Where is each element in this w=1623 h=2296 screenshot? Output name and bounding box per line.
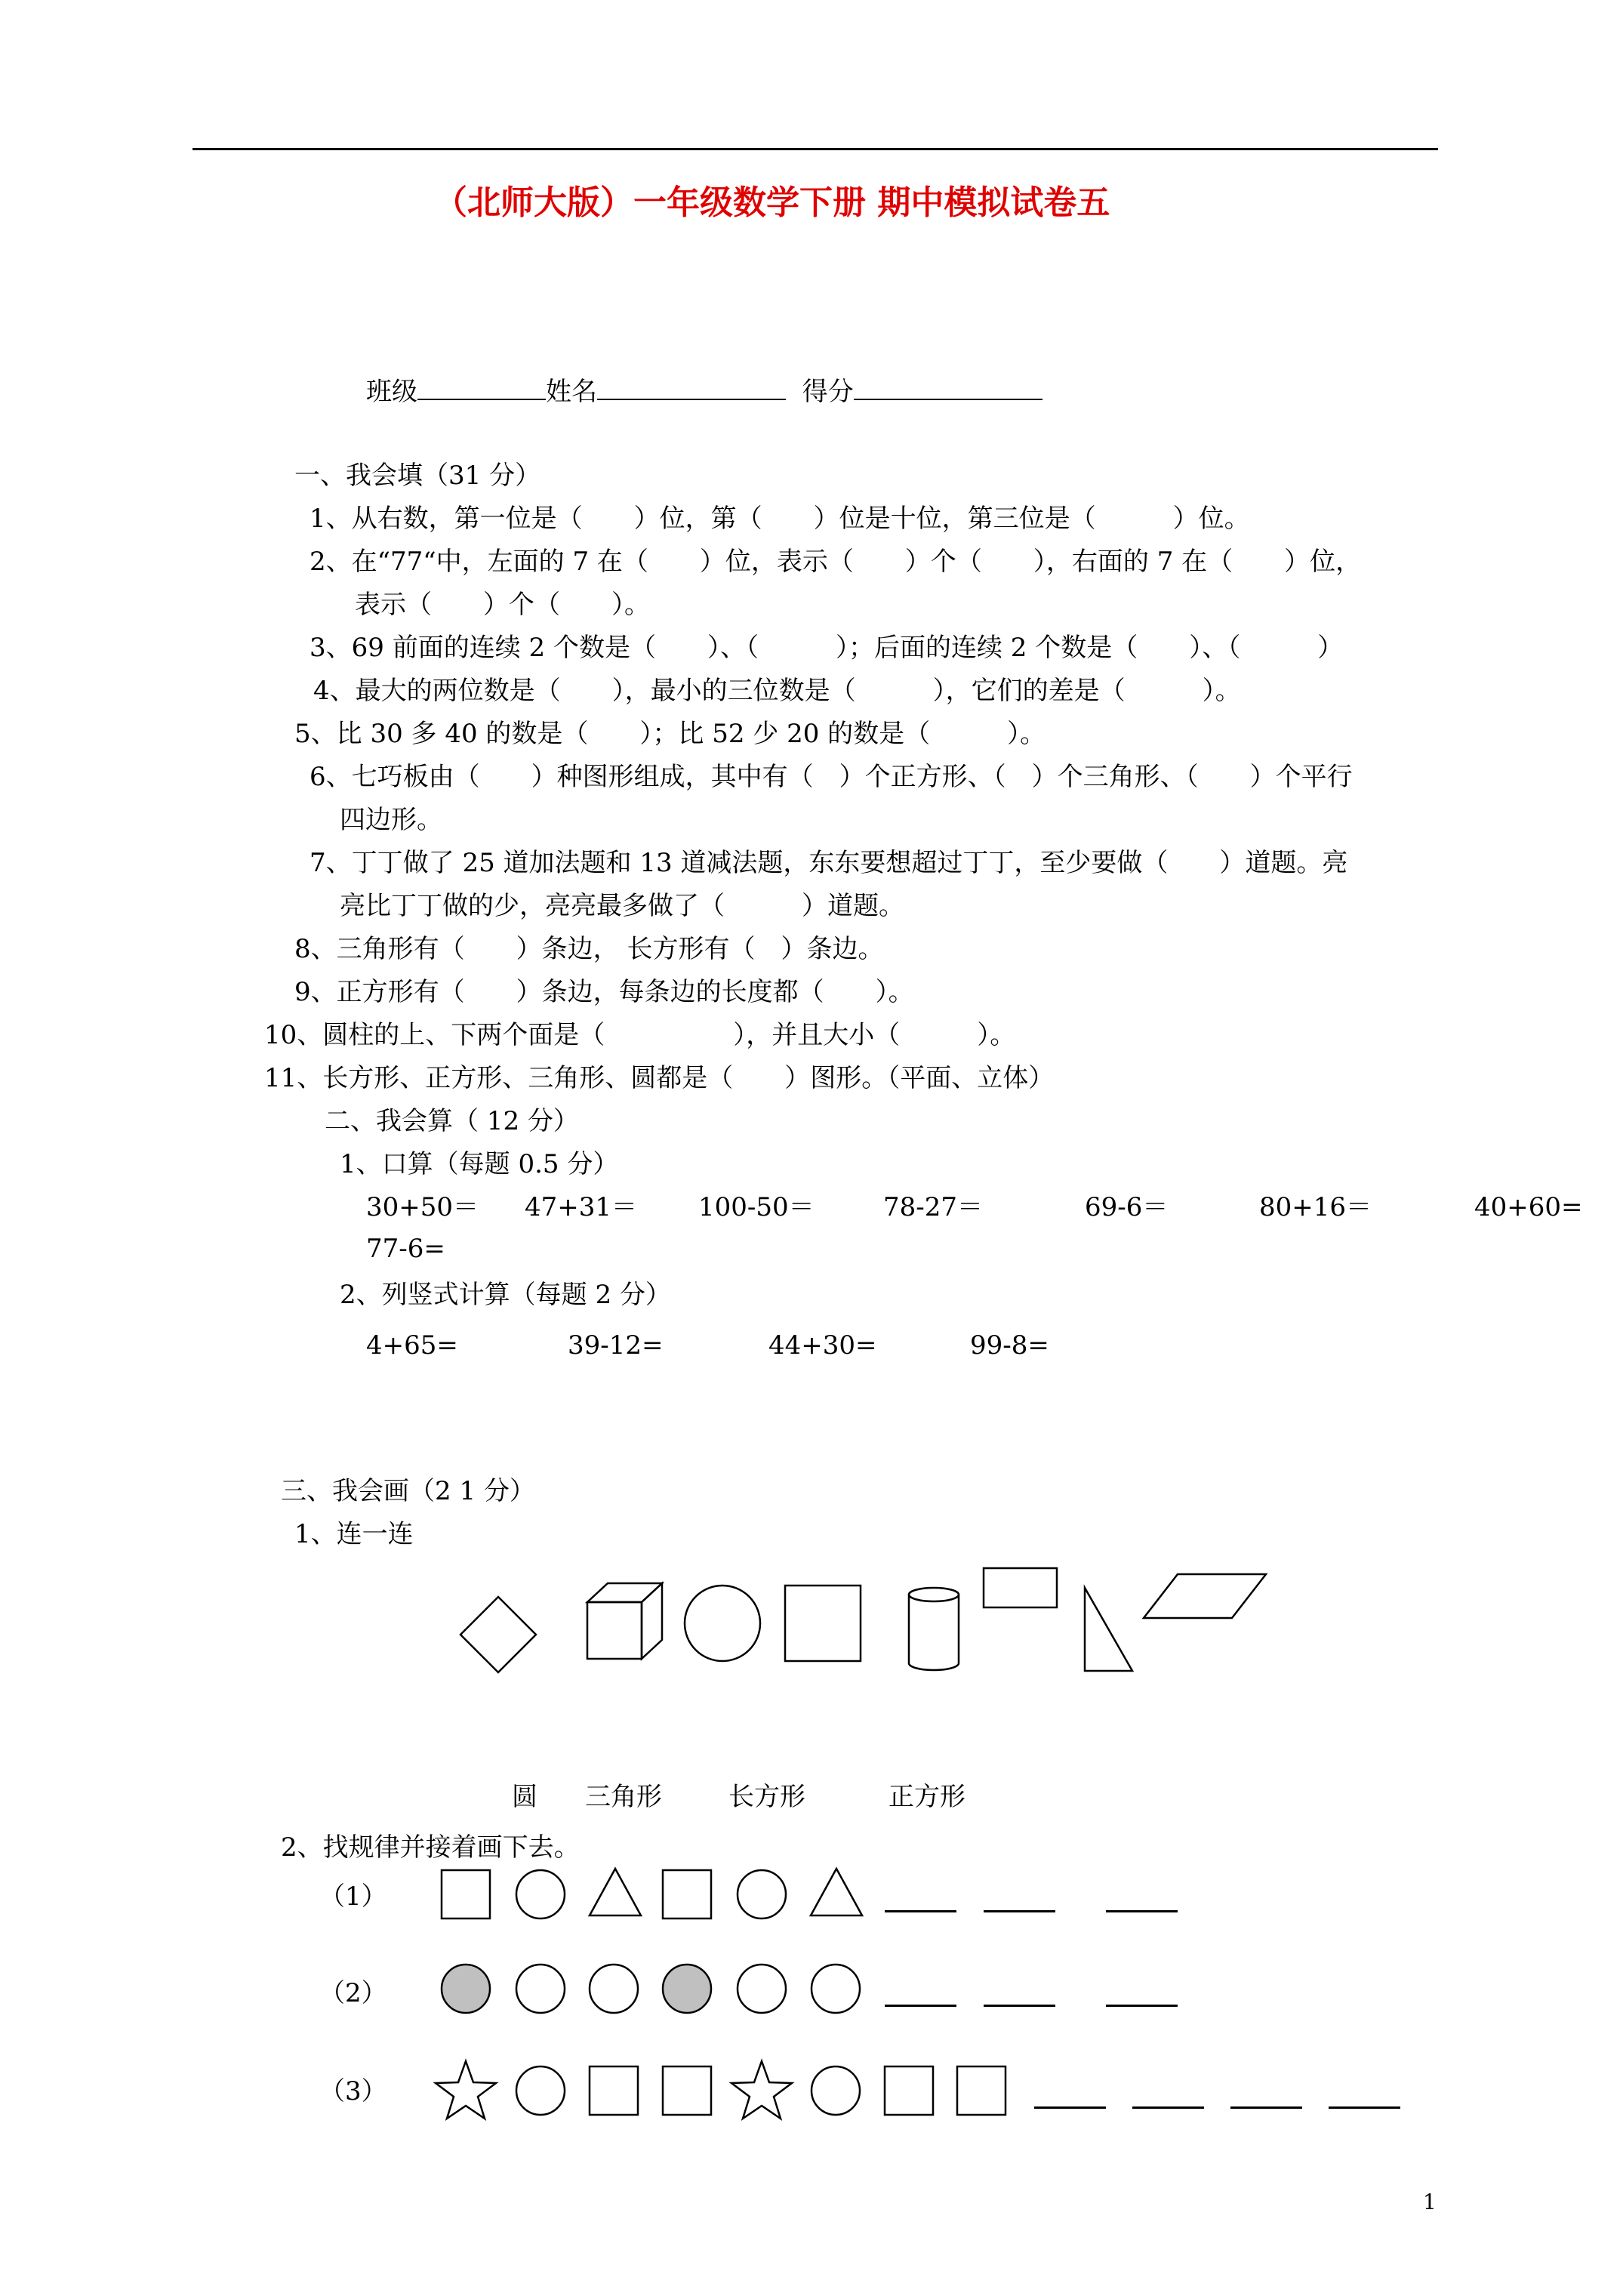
- question-10: 10、圆柱的上、下两个面是（ ），并且大小（ ）。: [264, 1020, 1016, 1050]
- pattern-circle: [590, 1965, 638, 2013]
- question-5: 5、比 30 多 40 的数是（ ）；比 52 少 20 的数是（ ）。: [294, 719, 1046, 749]
- vertical-item: 4+65=: [366, 1330, 458, 1361]
- answer-blank[interactable]: [885, 1910, 956, 1912]
- pattern-square: [885, 2066, 933, 2115]
- question-9: 9、正方形有（ ）条边，每条边的长度都（ ）。: [294, 977, 914, 1007]
- oral-item: 47+31＝: [525, 1192, 638, 1222]
- pattern-shaded-circle: [663, 1965, 711, 2013]
- vertical-calc-title: 2、列竖式计算（每题 2 分）: [340, 1280, 671, 1310]
- pattern-star: [731, 2061, 792, 2119]
- shape-name: 长方形: [728, 1782, 805, 1812]
- question-6a: 6、七巧板由（ ）种图形组成，其中有（ ）个正方形、（ ）个三角形、（ ）个平行: [310, 762, 1353, 792]
- answer-blank[interactable]: [1230, 2106, 1302, 2109]
- question-7a: 7、丁丁做了 25 道加法题和 13 道减法题，东东要想超过丁丁，至少要做（ ）道题。亮: [310, 848, 1348, 878]
- answer-blank[interactable]: [984, 2005, 1055, 2007]
- answer-blank[interactable]: [984, 1910, 1055, 1912]
- pattern-circle: [812, 2066, 860, 2115]
- question-6b: 四边形。: [340, 805, 442, 835]
- pattern-star: [436, 2061, 496, 2119]
- page-number: 1: [1423, 2190, 1437, 2214]
- class-label: 班级: [366, 377, 417, 407]
- pattern-circle: [738, 1870, 786, 1918]
- pattern-circle: [516, 1870, 565, 1918]
- oral-item: 100-50＝: [698, 1192, 815, 1222]
- pattern-row-1: [442, 1869, 862, 1918]
- page-title: （北师大版）一年级数学下册 期中模拟试卷五: [434, 183, 1110, 222]
- pattern-triangle: [811, 1869, 862, 1915]
- answer-blank[interactable]: [1106, 1910, 1178, 1912]
- name-label: 姓名: [546, 377, 597, 407]
- answer-blank[interactable]: [1329, 2106, 1400, 2109]
- pattern-row-label: （3）: [319, 2076, 387, 2106]
- connect-title: 1、连一连: [294, 1519, 414, 1549]
- score-label: 得分: [802, 377, 854, 407]
- oral-item: 78-27＝: [883, 1192, 984, 1222]
- question-7b: 亮比丁丁做的少，亮亮最多做了（ ）道题。: [340, 891, 904, 921]
- question-2a: 2、在“77“中，左面的 7 在（ ）位，表示（ ）个（ ），右面的 7 在（ ）位，: [310, 547, 1362, 577]
- question-3: 3、69 前面的连续 2 个数是（ ）、（ ）；后面的连续 2 个数是（ ）、（ ）: [310, 633, 1344, 663]
- vertical-item: 44+30=: [768, 1330, 877, 1361]
- answer-blank[interactable]: [885, 2005, 956, 2007]
- pattern-row-2: [442, 1965, 860, 2013]
- pattern-row-label: （1）: [319, 1881, 387, 1912]
- question-8: 8、三角形有（ ）条边， 长方形有（ ）条边。: [294, 934, 884, 964]
- pattern-square: [663, 2066, 711, 2115]
- shape-name: 圆: [512, 1782, 537, 1812]
- pattern-square: [442, 1870, 490, 1918]
- question-1: 1、从右数，第一位是（ ）位，第（ ）位是十位，第三位是（ ）位。: [310, 504, 1250, 534]
- pattern-title: 2、找规律并接着画下去。: [281, 1832, 580, 1863]
- section2-heading: 二、我会算（ 12 分）: [325, 1106, 579, 1136]
- shape-name: 正方形: [888, 1782, 965, 1812]
- oral-calc-title: 1、口算（每题 0.5 分）: [340, 1149, 619, 1179]
- section1-heading: 一、我会填（31 分）: [294, 461, 541, 491]
- pattern-circle: [516, 1965, 565, 2013]
- pattern-circle: [812, 1965, 860, 2013]
- section3-heading: 三、我会画（2 1 分）: [281, 1476, 535, 1506]
- pattern-row-3: [436, 2061, 1006, 2119]
- oral-item: 77-6=: [366, 1234, 445, 1264]
- pattern-row-label: （2）: [319, 1978, 387, 2008]
- answer-blank[interactable]: [1034, 2106, 1106, 2109]
- question-2b: 表示（ ）个（ ）。: [355, 590, 650, 620]
- oral-item: 80+16＝: [1259, 1192, 1372, 1222]
- pattern-circle: [516, 2066, 565, 2115]
- oral-item: 30+50＝: [366, 1192, 479, 1222]
- pattern-circle: [738, 1965, 786, 2013]
- pattern-square: [663, 1870, 711, 1918]
- question-11: 11、长方形、正方形、三角形、圆都是（ ）图形。（平面、立体）: [264, 1063, 1055, 1093]
- answer-blank[interactable]: [1106, 2005, 1178, 2007]
- pattern-triangle: [590, 1869, 641, 1915]
- vertical-item: 99-8=: [970, 1330, 1049, 1361]
- pattern-square: [957, 2066, 1006, 2115]
- answer-blank[interactable]: [1132, 2106, 1204, 2109]
- shape-name: 三角形: [585, 1782, 662, 1812]
- vertical-item: 39-12=: [568, 1330, 664, 1361]
- pattern-square: [590, 2066, 638, 2115]
- question-4: 4、最大的两位数是（ ），最小的三位数是（ ），它们的差是（ ）。: [313, 676, 1241, 706]
- oral-item: 40+60=: [1474, 1192, 1583, 1222]
- pattern-shaded-circle: [442, 1965, 490, 2013]
- oral-item: 69-6＝: [1085, 1192, 1169, 1222]
